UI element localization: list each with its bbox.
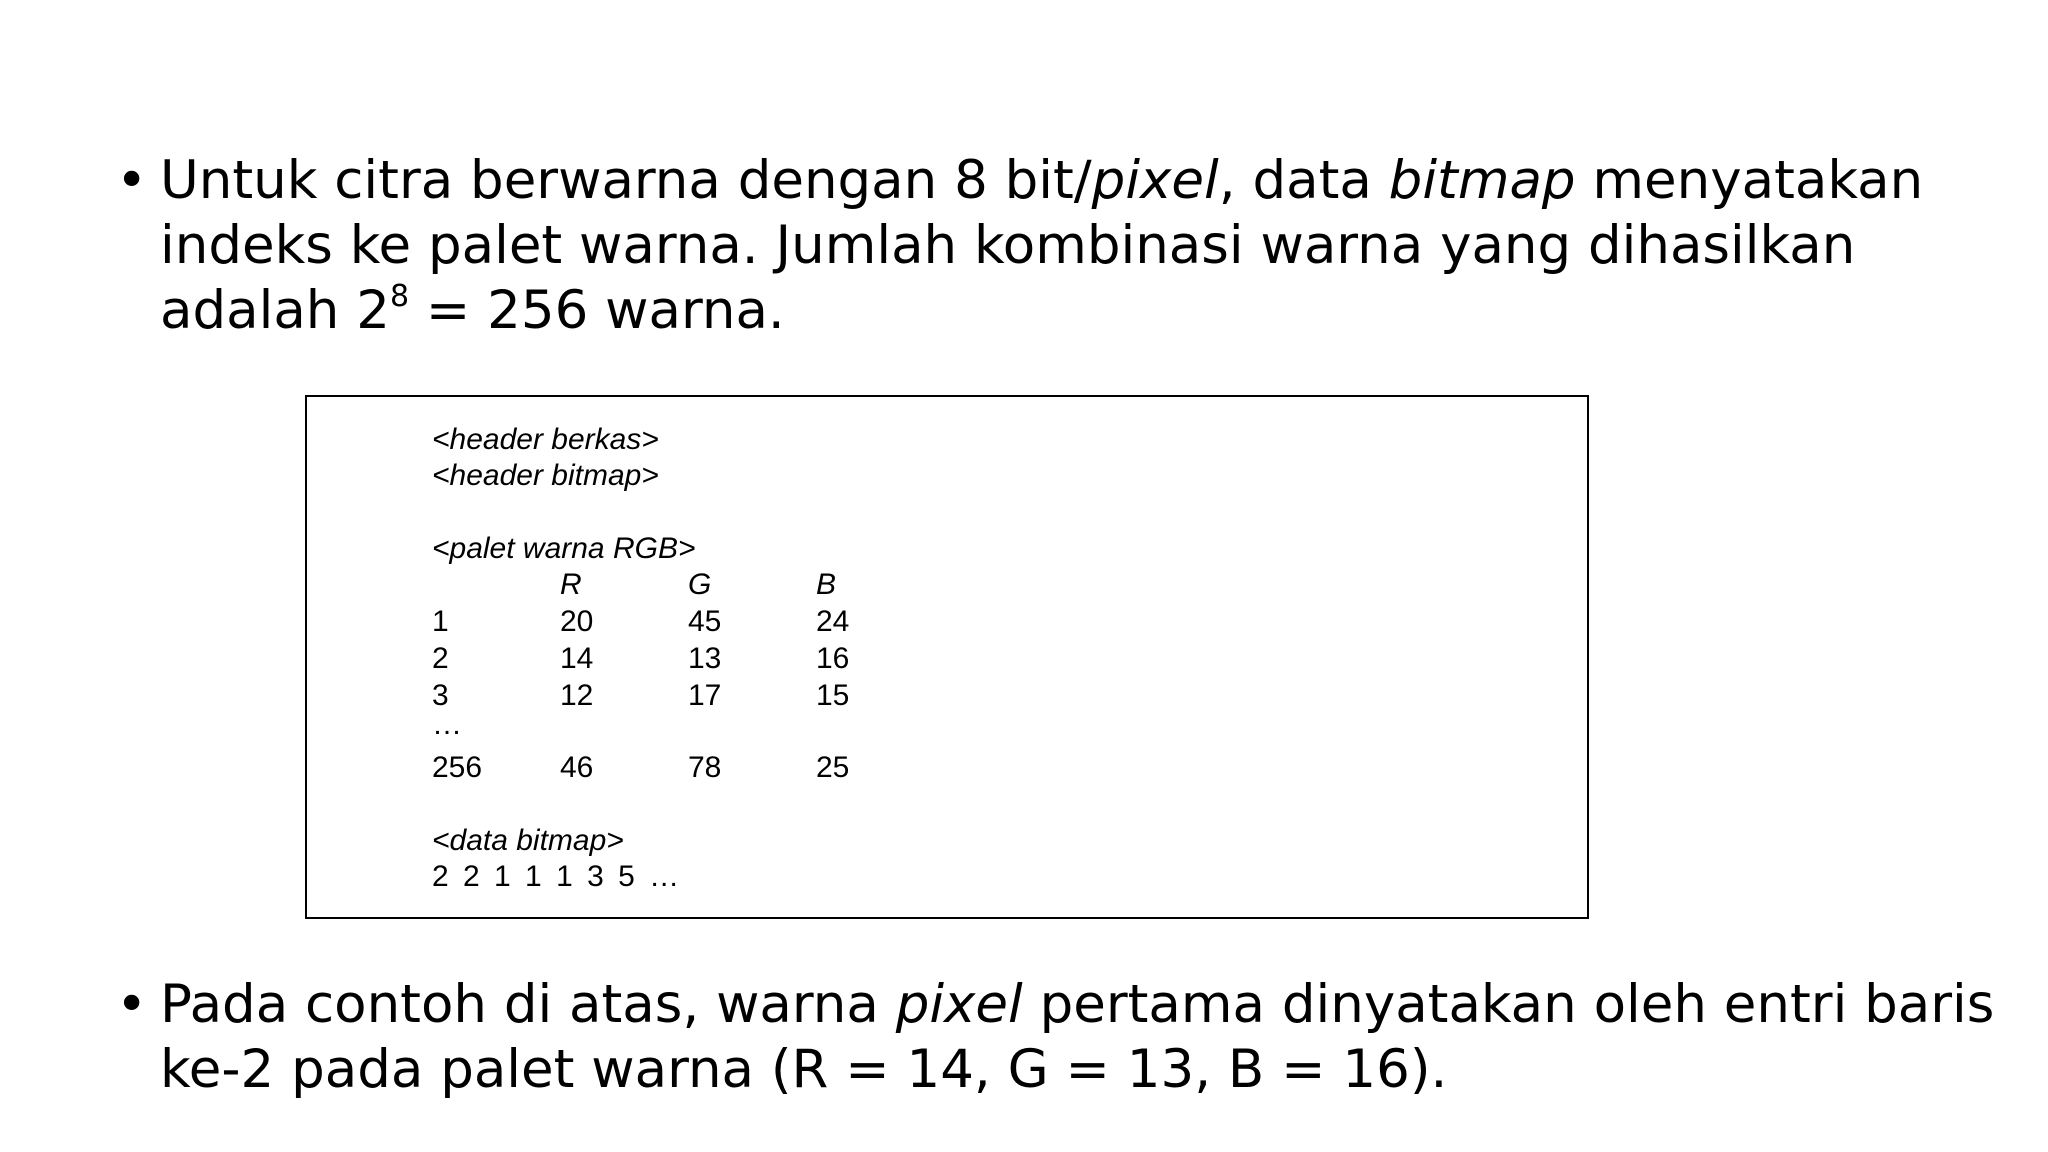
text-segment: adalah 2: [160, 280, 390, 341]
bullet-paragraph-1: [116, 148, 1960, 343]
palette-g: 45: [688, 605, 722, 638]
text-segment: Pada contoh di atas, warna: [160, 974, 896, 1035]
palette-b: 25: [816, 751, 850, 784]
palette-index: 1: [432, 605, 449, 638]
text-segment: , data: [1218, 150, 1389, 211]
palette-r: 20: [560, 605, 594, 638]
palette-ellipsis: …: [432, 708, 462, 741]
bullet-dot-icon: •: [116, 974, 148, 1035]
bullet-dot-icon: •: [116, 150, 148, 211]
bullet-2-text: [160, 972, 1995, 1102]
bullet-1-line-2: indeks ke palet warna. Jumlah kombinasi warna yang dihasilkan: [160, 215, 1856, 276]
figure-data-title: <data bitmap>: [432, 824, 624, 857]
column-header-b: B: [816, 568, 837, 601]
palette-index: 3: [432, 679, 449, 712]
text-segment: pertama dinyatakan oleh entri baris: [1022, 974, 1995, 1035]
bullet-2-line-1: [160, 972, 1995, 1037]
palette-g: 13: [688, 642, 722, 675]
bullet-1-text: [160, 148, 1960, 343]
palette-g: 78: [688, 751, 722, 784]
palette-r: 12: [560, 679, 594, 712]
palette-g: 17: [688, 679, 722, 712]
figure-data-values: 2 2 1 1 1 3 5 …: [432, 860, 680, 893]
palette-r: 46: [560, 751, 594, 784]
bullet-1-line-3: [160, 278, 1960, 343]
figure-header-bitmap: <header bitmap>: [432, 459, 659, 492]
palette-b: 15: [816, 679, 850, 712]
palette-b: 24: [816, 605, 850, 638]
exponent: 8: [389, 279, 410, 315]
bitmap-structure-figure: [305, 395, 1589, 919]
palette-index: 256: [432, 751, 483, 784]
text-segment: = 256 warna.: [409, 280, 785, 341]
figure-header-file: <header berkas>: [432, 423, 659, 456]
palette-r: 14: [560, 642, 594, 675]
palette-index: 2: [432, 642, 449, 675]
bullet-1-line-1: [160, 148, 1960, 213]
column-header-g: G: [688, 568, 712, 601]
text-segment: menyatakan: [1575, 150, 1924, 211]
bullet-paragraph-2: [116, 972, 1995, 1102]
figure-palette-title: <palet warna RGB>: [432, 532, 696, 565]
column-header-r: R: [560, 568, 582, 601]
text-segment: Untuk citra berwarna dengan 8 bit/: [160, 150, 1092, 211]
bullet-2-line-2: ke-2 pada palet warna (R = 14, G = 13, B = 16).: [160, 1039, 1448, 1100]
text-italic-bitmap: bitmap: [1388, 150, 1576, 211]
palette-b: 16: [816, 642, 850, 675]
text-italic-pixel: pixel: [1091, 150, 1219, 211]
text-italic-pixel: pixel: [895, 974, 1023, 1035]
